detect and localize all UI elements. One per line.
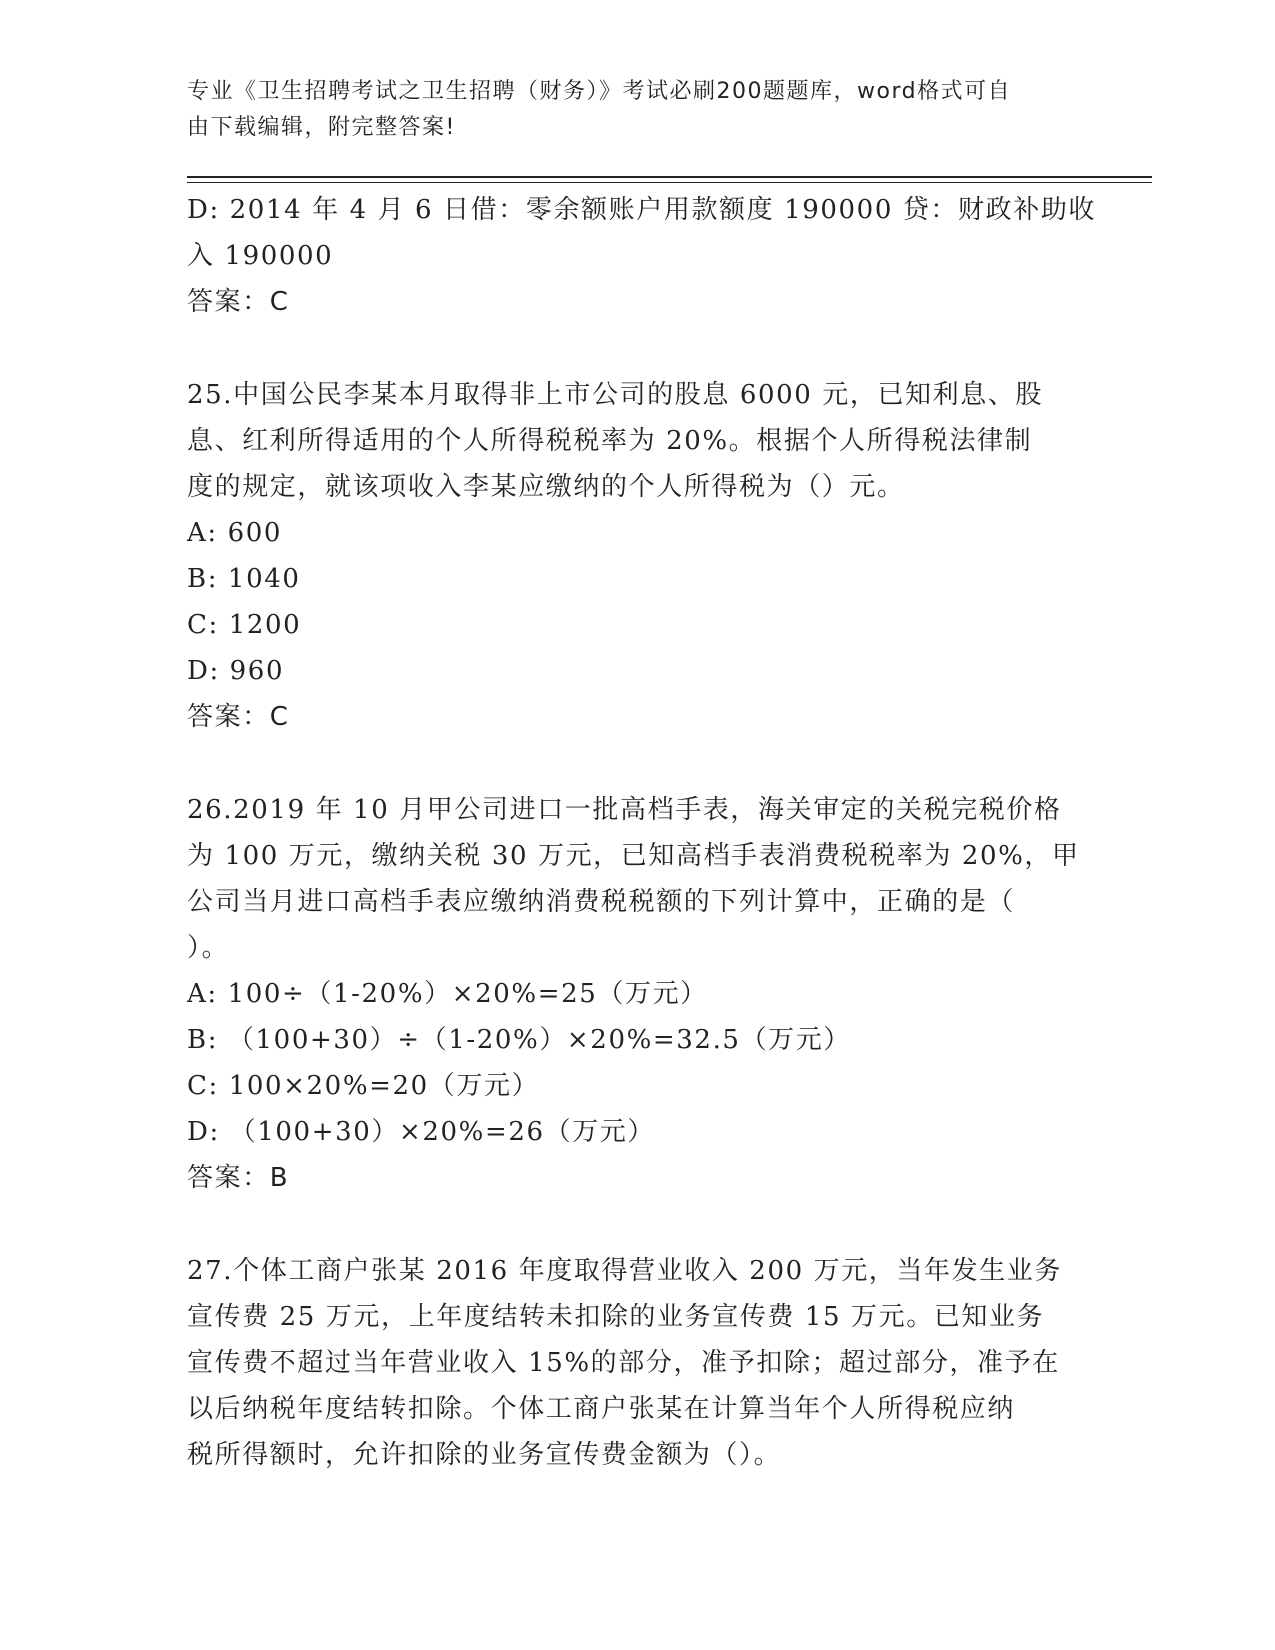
header-divider-thin [187, 182, 1152, 183]
question-content [187, 187, 1097, 1478]
q27-stem-line-4: 以后纳税年度结转扣除。个体工商户张某在计算当年个人所得税应纳 [187, 1394, 1016, 1424]
header-divider-thick [187, 176, 1152, 178]
q25-option-a: A: 600 [187, 518, 283, 548]
q27-stem-line-3: 宣传费不超过当年营业收入 15%的部分，准予扣除；超过部分，准予在 [187, 1348, 1060, 1378]
q26-stem-line-1: 26.2019 年 10 月甲公司进口一批高档手表，海关审定的关税完税价格 [187, 795, 1062, 825]
q24-option-d-line-1: D: 2014 年 4 月 6 日借：零余额账户用款额度 190000 贷：财政补助收 [187, 195, 1097, 225]
q26-option-c: C: 100×20%=20（万元） [187, 1071, 540, 1101]
q24-answer: 答案：C [187, 287, 290, 317]
q25-answer: 答案：C [187, 702, 290, 732]
q26-option-a: A: 100÷（1-20%）×20%=25（万元） [187, 979, 708, 1009]
spacer [187, 740, 1087, 787]
q26-option-d: D: （100+30）×20%=26（万元） [187, 1117, 656, 1147]
spacer [187, 1201, 1087, 1248]
q27-stem-line-1: 27.个体工商户张某 2016 年度取得营业收入 200 万元，当年发生业务 [187, 1256, 1063, 1286]
q26-option-b: B: （100+30）÷（1-20%）×20%=32.5（万元） [187, 1025, 851, 1055]
q27-stem-line-5: 税所得额时，允许扣除的业务宣传费金额为（）。 [187, 1440, 782, 1470]
q25-option-d: D: 960 [187, 656, 285, 686]
question-27 [187, 1248, 1087, 1478]
header-title-line-2: 由下载编辑，附完整答案! [187, 115, 456, 140]
q24-option-d-line-2: 入 190000 [187, 241, 334, 271]
q25-stem-line-1: 25.中国公民李某本月取得非上市公司的股息 6000 元，已知利息、股 [187, 380, 1044, 410]
q25-option-c: C: 1200 [187, 610, 302, 640]
page-header [187, 74, 1077, 146]
q25-stem-line-2: 息、红利所得适用的个人所得税税率为 20%。根据个人所得税法律制 [187, 426, 1033, 456]
question-25 [187, 372, 1087, 740]
question-26 [187, 787, 1087, 1201]
question-24 [187, 187, 1097, 325]
q26-answer: 答案：B [187, 1163, 290, 1193]
spacer [187, 325, 1087, 372]
q26-stem-line-4: ）。 [187, 933, 230, 963]
q25-option-b: B: 1040 [187, 564, 301, 594]
q25-stem-line-3: 度的规定，就该项收入李某应缴纳的个人所得税为（）元。 [187, 472, 905, 502]
q27-stem-line-2: 宣传费 25 万元，上年度结转未扣除的业务宣传费 15 万元。已知业务 [187, 1302, 1045, 1332]
header-title-line-1: 专业《卫生招聘考试之卫生招聘（财务）》考试必刷200题题库，word格式可自 [187, 79, 1012, 104]
q26-stem-line-2: 为 100 万元，缴纳关税 30 万元，已知高档手表消费税税率为 20%，甲 [187, 841, 1080, 871]
q26-stem-line-3: 公司当月进口高档手表应缴纳消费税税额的下列计算中，正确的是（ [187, 887, 1016, 917]
